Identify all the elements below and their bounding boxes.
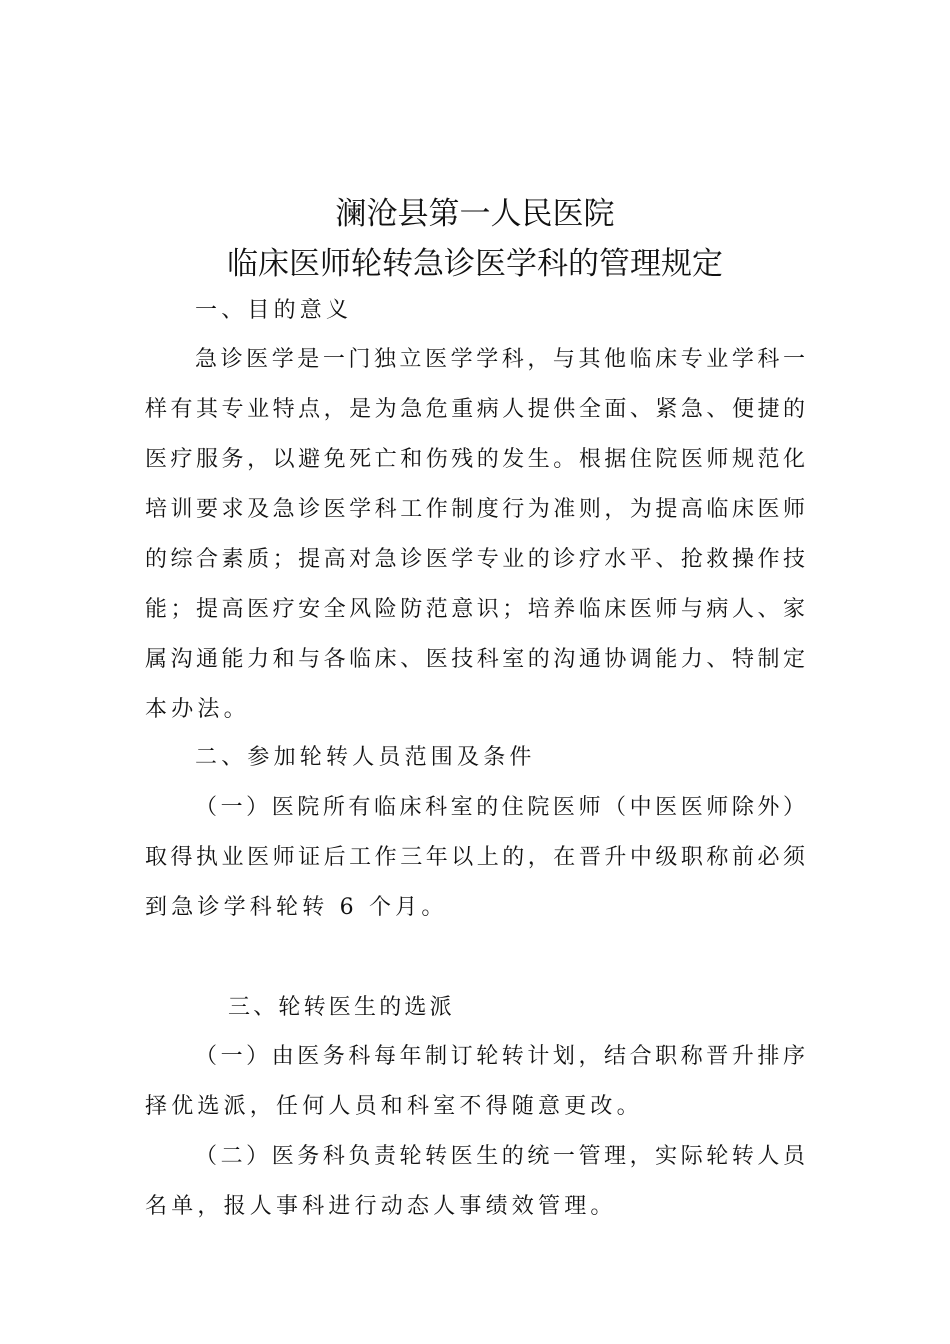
paragraph-line: 到急诊学科轮转 6 个月。	[145, 895, 448, 920]
paragraph-line: 的综合素质；提高对急诊医学专业的诊疗水平、抢救操作技	[145, 547, 805, 572]
document-title-hospital: 澜沧县第一人民医院	[335, 196, 615, 232]
paragraph-line: 择优选派，任何人员和科室不得随意更改。	[145, 1094, 643, 1119]
paragraph-line: 能；提高医疗安全风险防范意识；培养临床医师与病人、家	[145, 597, 805, 622]
paragraph-line: 样有其专业特点，是为急危重病人提供全面、紧急、便捷的	[145, 397, 805, 422]
section-heading-purpose: 一、目的意义	[195, 298, 353, 323]
paragraph-line: 急诊医学是一门独立医学学科，与其他临床专业学科一	[195, 347, 805, 372]
paragraph-line: 医疗服务，以避免死亡和伤残的发生。根据住院医师规范化	[145, 447, 805, 472]
paragraph-line: 本办法。	[145, 697, 250, 722]
paragraph-line: （一）由医务科每年制订轮转计划，结合职称晋升排序	[195, 1044, 805, 1069]
section-heading-scope: 二、参加轮转人员范围及条件	[195, 745, 536, 770]
paragraph-line: 培训要求及急诊医学科工作制度行为准则，为提高临床医师	[145, 497, 805, 522]
paragraph-line: 名单，报人事科进行动态人事绩效管理。	[145, 1194, 617, 1219]
section-heading-selection: 三、轮转医生的选派	[228, 995, 455, 1020]
paragraph-line: 属沟通能力和与各临床、医技科室的沟通协调能力、特制定	[145, 647, 805, 672]
document-title-regulation: 临床医师轮转急诊医学科的管理规定	[227, 246, 723, 282]
paragraph-line: 取得执业医师证后工作三年以上的，在晋升中级职称前必须	[145, 845, 805, 870]
paragraph-line: （二）医务科负责轮转医生的统一管理，实际轮转人员	[195, 1144, 805, 1169]
paragraph-line: （一）医院所有临床科室的住院医师（中医医师除外）	[195, 795, 805, 820]
